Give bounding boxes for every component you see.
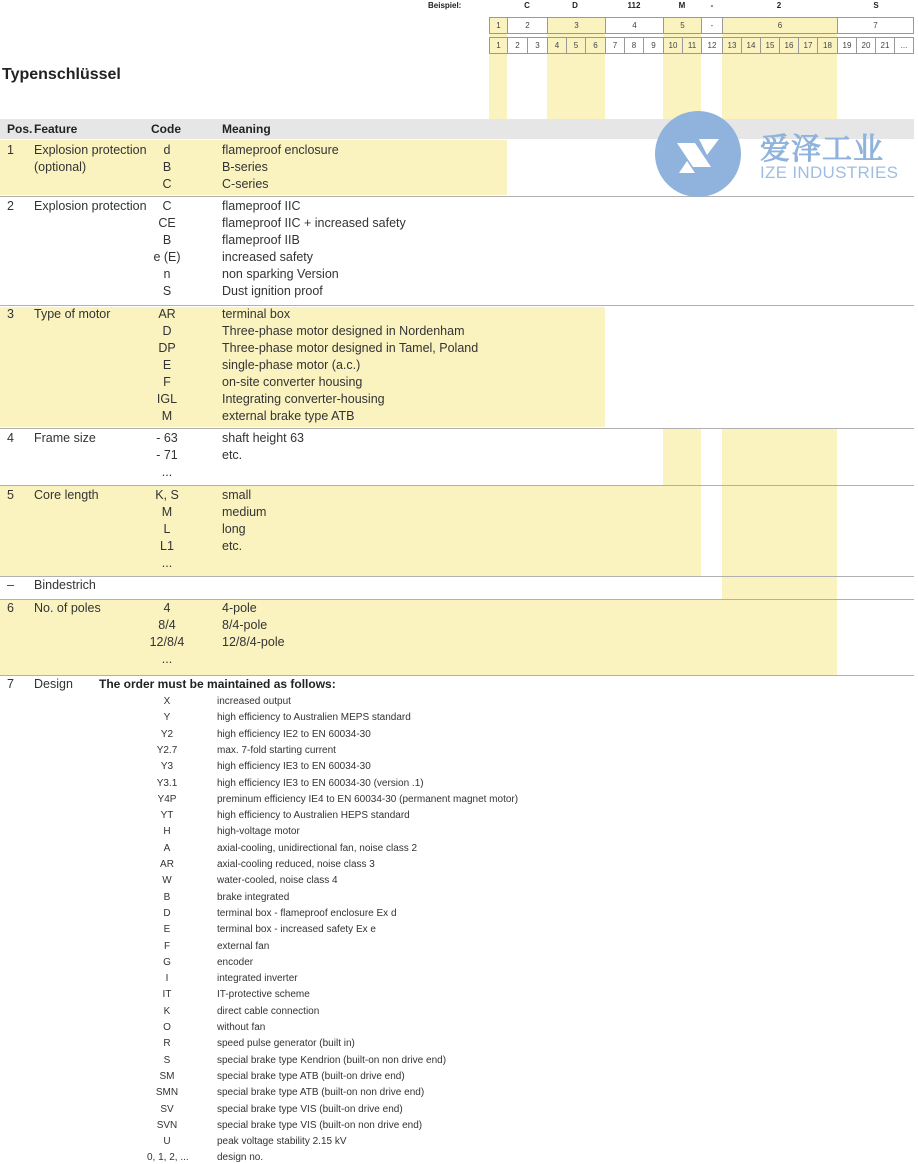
design-code: U — [163, 1136, 171, 1148]
example-value: C — [524, 1, 530, 10]
logo-arrows-icon — [655, 111, 741, 197]
row-meaning: Three-phase motor designed in Tamel, Poland — [222, 341, 479, 355]
row-meaning: Three-phase motor designed in Nordenham — [222, 324, 465, 338]
number-cell: 7 — [605, 37, 625, 54]
design-meaning: increased output — [217, 696, 291, 707]
row-code: 12/8/4 — [149, 635, 185, 649]
highlight-row-4-col — [663, 428, 701, 485]
page-title: Typenschlüssel — [2, 66, 121, 83]
row-meaning: 12/8/4-pole — [222, 635, 285, 649]
design-meaning: special brake type Kendrion (built-on non drive end) — [217, 1054, 447, 1066]
row-meaning: terminal box — [222, 307, 291, 321]
design-meaning: high efficiency IE3 to EN 60034-30 (version .1) — [217, 777, 424, 789]
example-value: 2 — [776, 1, 782, 10]
row-meaning: 8/4-pole — [222, 618, 268, 632]
row-code: E — [162, 358, 172, 372]
design-code: Y — [163, 712, 171, 724]
design-meaning: special brake type ATB (built-on non drive end) — [217, 1087, 425, 1099]
row-feature: Explosion protection — [34, 199, 147, 213]
highlight-row-6-col — [722, 428, 837, 600]
design-code: Y3.1 — [156, 777, 178, 789]
design-meaning: axial-cooling, unidirectional fan, noise class 2 — [217, 842, 418, 854]
number-cell: 9 — [643, 37, 664, 54]
row-meaning: external brake type ATB — [222, 409, 355, 423]
row-code: C — [162, 199, 172, 213]
design-meaning: integrated inverter — [217, 973, 298, 985]
design-meaning: without fan — [217, 1022, 266, 1033]
row-code: IGL — [156, 392, 178, 406]
row-code: - 63 — [156, 431, 178, 445]
highlight-row-5 — [0, 486, 701, 576]
row-meaning: 4-pole — [222, 601, 257, 615]
example-label: Beispiel: — [428, 1, 462, 10]
design-code: Y2 — [160, 728, 174, 740]
row-meaning: C-series — [222, 177, 269, 191]
number-cell: 17 — [798, 37, 818, 54]
header-code: Code — [151, 122, 181, 136]
design-meaning: encoder — [217, 956, 254, 968]
row-code: B — [162, 233, 172, 247]
number-cell: 21 — [875, 37, 895, 54]
number-cell: 11 — [682, 37, 702, 54]
group-cell: 2 — [507, 17, 548, 34]
group-cell: 1 — [489, 17, 508, 34]
row-code: C — [162, 177, 172, 191]
example-value: - — [710, 1, 714, 10]
row-code: n — [163, 267, 171, 281]
design-code: E — [163, 924, 171, 936]
row-meaning: long — [222, 522, 246, 536]
number-cell: 1 — [489, 37, 508, 54]
row-meaning: flameproof IIC — [222, 199, 301, 213]
row-meaning: etc. — [222, 448, 243, 462]
design-code: H — [163, 826, 171, 838]
design-code: F — [163, 940, 171, 952]
number-cell: ... — [894, 37, 914, 54]
number-cell: 6 — [585, 37, 606, 54]
row-code: 8/4 — [158, 618, 176, 632]
row-meaning: non sparking Version — [222, 267, 339, 281]
number-cell: 18 — [817, 37, 838, 54]
row-pos: 6 — [7, 601, 14, 615]
row-meaning: on-site converter housing — [222, 375, 363, 389]
row-meaning: single-phase motor (a.c.) — [222, 358, 361, 372]
row-feature: No. of poles — [34, 601, 101, 615]
design-meaning: brake integrated — [217, 891, 290, 903]
row-code: M — [161, 409, 173, 423]
row-code: ... — [161, 652, 173, 666]
design-meaning: special brake type VIS (built-on drive end) — [217, 1103, 403, 1115]
number-cell: 10 — [663, 37, 683, 54]
design-code: AR — [160, 859, 174, 870]
group-cell: - — [701, 17, 723, 34]
row-divider — [0, 305, 914, 306]
row-meaning: small — [222, 488, 252, 502]
row-pos: 3 — [7, 307, 14, 321]
row-feature: Explosion protection — [34, 143, 147, 157]
row-pos: 2 — [7, 199, 14, 213]
design-meaning: preminum efficiency IE4 to EN 60034-30 (permanent magnet motor) — [217, 793, 519, 805]
example-value: D — [572, 1, 578, 10]
design-code: O — [163, 1022, 171, 1033]
design-meaning: external fan — [217, 940, 270, 952]
design-code: YT — [160, 810, 174, 822]
number-cell: 19 — [837, 37, 857, 54]
row-code: - 71 — [156, 448, 178, 462]
design-meaning: high-voltage motor — [217, 826, 300, 838]
design-code: SMN — [155, 1087, 179, 1099]
row-code: B — [162, 160, 172, 174]
design-meaning: IT-protective scheme — [217, 989, 310, 1001]
number-cell: 4 — [547, 37, 567, 54]
header-meaning: Meaning — [222, 122, 271, 136]
number-cell: 13 — [722, 37, 742, 54]
design-meaning: high efficiency IE2 to EN 60034-30 — [217, 728, 371, 740]
row-meaning: B-series — [222, 160, 268, 174]
group-cell: 6 — [722, 17, 838, 34]
row-divider — [0, 485, 914, 486]
logo-english-text: IZE INDUSTRIES — [760, 163, 899, 182]
design-meaning: terminal box - increased safety Ex e — [217, 924, 376, 936]
design-code: IT — [162, 989, 172, 1001]
design-heading: The order must be maintained as follows: — [99, 677, 336, 691]
row-meaning: flameproof IIC + increased safety — [222, 216, 406, 230]
group-cell: 4 — [605, 17, 664, 34]
group-cell: 3 — [547, 17, 606, 34]
example-value: M — [678, 1, 686, 10]
design-meaning: peak voltage stability 2.15 kV — [217, 1136, 347, 1148]
design-code: D — [163, 907, 171, 919]
row-code: S — [162, 284, 172, 298]
design-code: K — [163, 1005, 171, 1017]
row-code: 4 — [163, 601, 171, 615]
design-code: S — [163, 1054, 171, 1066]
row-feature: Core length — [34, 488, 99, 502]
row-code: e (E) — [153, 250, 181, 264]
row-feature: Type of motor — [34, 307, 111, 321]
row-code: AR — [158, 307, 176, 321]
number-cell: 15 — [760, 37, 780, 54]
row-code: d — [163, 143, 171, 157]
design-code: B — [163, 891, 171, 903]
design-code: A — [163, 842, 171, 854]
number-cell: 5 — [566, 37, 586, 54]
design-meaning: high efficiency to Australien HEPS standard — [217, 810, 410, 822]
design-meaning: speed pulse generator (built in) — [217, 1038, 355, 1050]
design-code: 0, 1, 2, ... — [147, 1152, 189, 1164]
design-code: X — [163, 696, 171, 707]
row-feature: (optional) — [34, 160, 87, 174]
number-cell: 12 — [701, 37, 723, 54]
design-meaning: direct cable connection — [217, 1005, 320, 1017]
row-pos: 4 — [7, 431, 14, 445]
design-meaning: design no. — [217, 1152, 264, 1164]
row-code: CE — [158, 216, 176, 230]
row-meaning: Integrating converter-housing — [222, 392, 385, 406]
design-meaning: high efficiency to Australien MEPS standard — [217, 712, 411, 724]
row-code: K, S — [155, 488, 179, 502]
header-feature: Feature — [34, 122, 78, 136]
design-meaning: axial-cooling reduced, noise class 3 — [217, 859, 375, 870]
row-code: F — [163, 375, 171, 389]
logo-chinese-text: 爱泽工业 — [760, 133, 884, 166]
highlight-row-6 — [0, 600, 837, 675]
number-cell: 20 — [856, 37, 876, 54]
row-meaning: shaft height 63 — [222, 431, 305, 445]
design-meaning: max. 7-fold starting current — [217, 744, 336, 756]
design-meaning: special brake type ATB (built-on drive end) — [217, 1070, 405, 1082]
design-code: SV — [160, 1103, 174, 1115]
row-meaning: increased safety — [222, 250, 314, 264]
group-cell: 7 — [837, 17, 914, 34]
design-meaning: special brake type VIS (built-on non drive end) — [217, 1119, 423, 1131]
group-cell: 5 — [663, 17, 702, 34]
logo-mark-icon — [655, 111, 741, 197]
number-cell: 2 — [507, 37, 528, 54]
design-code: G — [163, 956, 171, 968]
row-code: ... — [161, 465, 173, 479]
example-value: S — [873, 1, 879, 10]
row-pos: 7 — [7, 677, 14, 691]
row-pos: 5 — [7, 488, 14, 502]
example-value: 112 — [627, 1, 641, 10]
number-cell: 8 — [624, 37, 644, 54]
design-code: R — [163, 1038, 171, 1050]
row-code: DP — [158, 341, 176, 355]
row-code: L1 — [160, 539, 174, 553]
row-pos: 1 — [7, 143, 14, 157]
number-cell: 16 — [779, 37, 799, 54]
row-code: L — [163, 522, 171, 536]
design-meaning: high efficiency IE3 to EN 60034-30 — [217, 761, 371, 773]
row-feature: Design — [34, 677, 73, 691]
row-pos: – — [7, 578, 14, 592]
design-meaning: water-cooled, noise class 4 — [217, 875, 338, 887]
row-code: D — [162, 324, 172, 338]
row-meaning: medium — [222, 505, 267, 519]
row-feature: Bindestrich — [34, 578, 96, 592]
design-code: SVN — [156, 1119, 178, 1131]
row-meaning: flameproof enclosure — [222, 143, 339, 157]
row-meaning: Dust ignition proof — [222, 284, 323, 298]
row-divider — [0, 196, 914, 197]
header-pos: Pos. — [7, 122, 33, 136]
design-code: I — [165, 973, 169, 985]
design-code: W — [162, 875, 172, 887]
design-code: Y2.7 — [156, 744, 178, 756]
row-code: M — [161, 505, 173, 519]
row-divider — [0, 428, 914, 429]
number-cell: 3 — [527, 37, 548, 54]
row-meaning: flameproof IIB — [222, 233, 300, 247]
row-code: ... — [161, 556, 173, 570]
row-meaning: etc. — [222, 539, 243, 553]
design-code: SM — [159, 1070, 175, 1082]
row-feature: Frame size — [34, 431, 96, 445]
design-meaning: terminal box - flameproof enclosure Ex d — [217, 907, 397, 919]
row-divider — [0, 576, 914, 577]
row-divider — [0, 599, 914, 600]
design-code: Y3 — [160, 761, 174, 773]
design-code: Y4P — [157, 793, 177, 805]
number-cell: 14 — [741, 37, 761, 54]
